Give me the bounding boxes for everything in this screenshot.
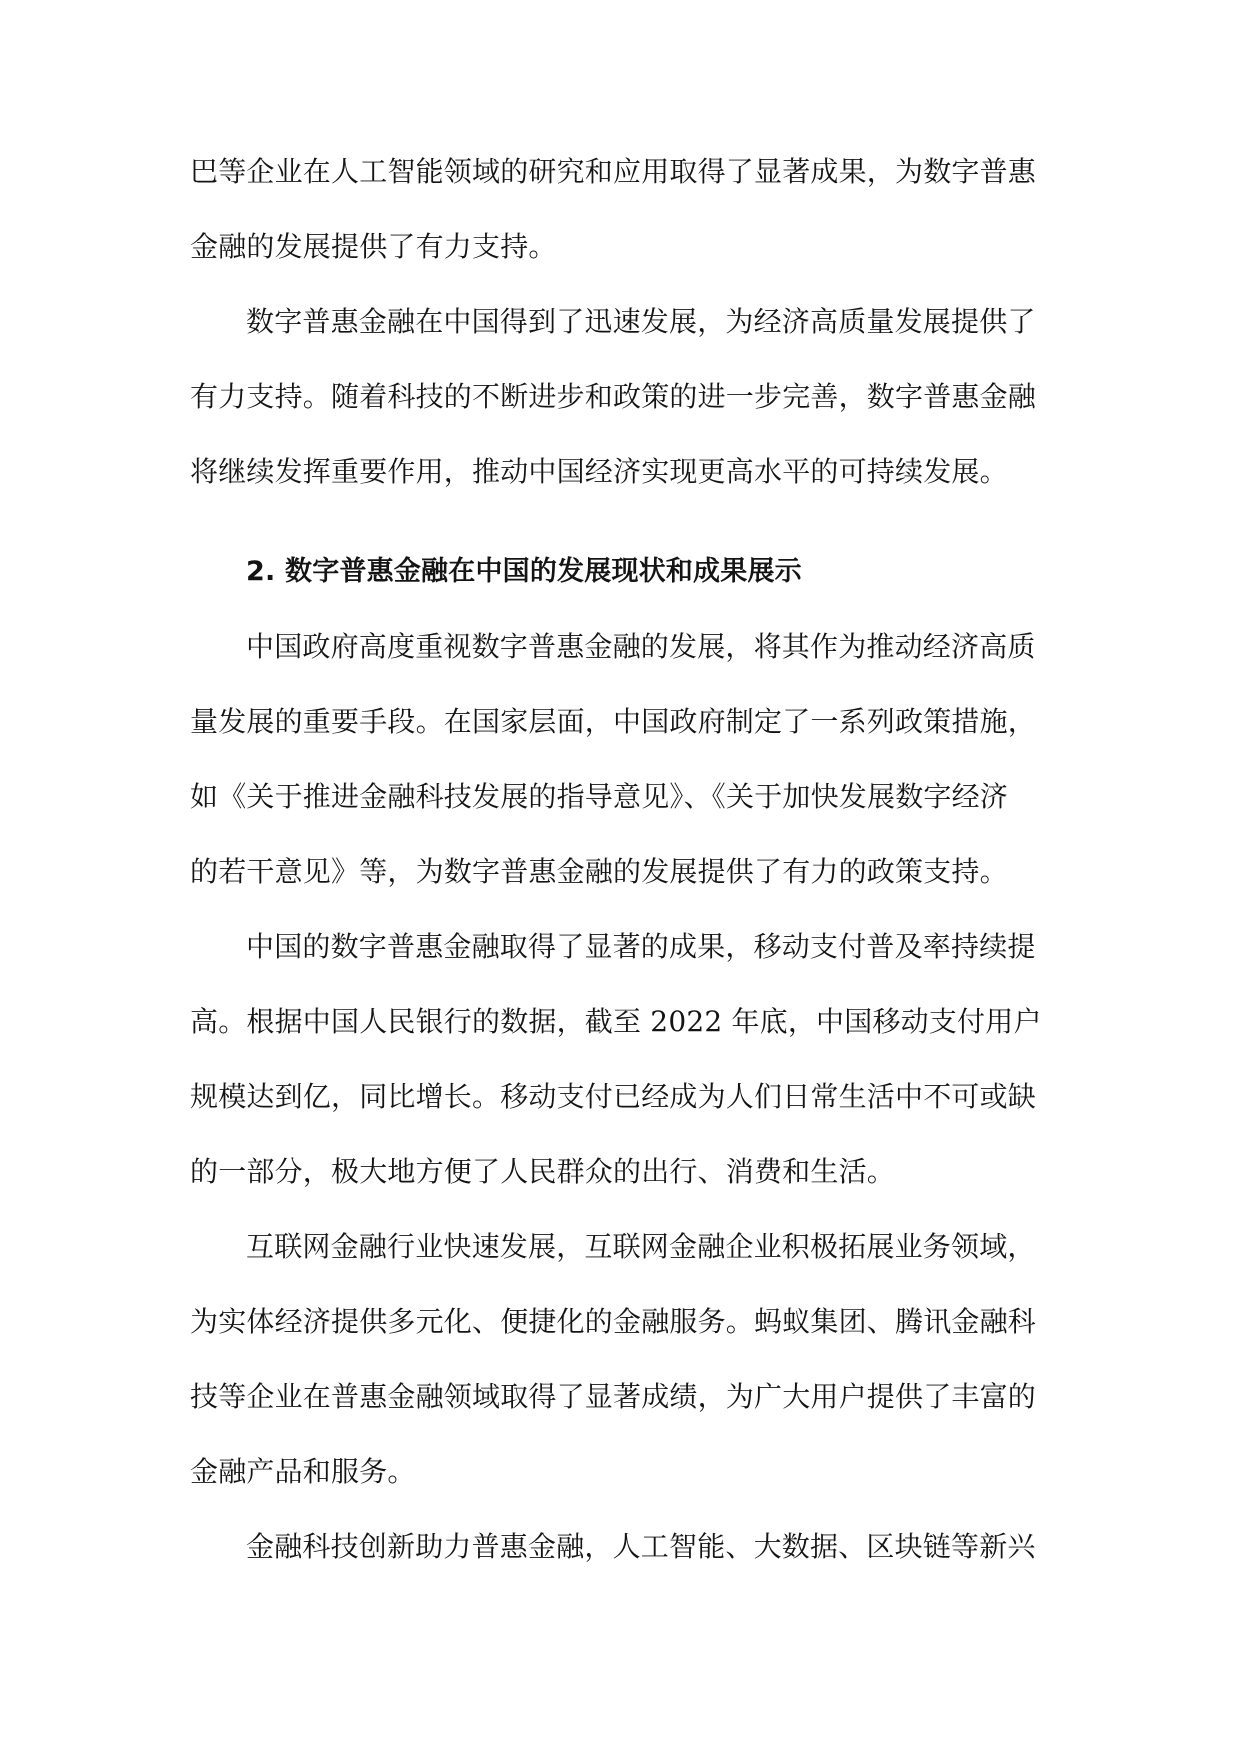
text-line: 金融产品和服务。 [190,1455,416,1488]
text-line: 量发展的重要手段。在国家层面，中国政府制定了一系列政策措施， [190,705,1037,738]
paragraph-continuation [190,142,1050,292]
text-line: 如《关于推进金融科技发展的指导意见》、《关于加快发展数字经济 [190,780,1009,813]
text-line: 金融的发展提供了有力支持。 [190,230,557,263]
text-line: 金融科技创新助力普惠金融，人工智能、大数据、区块链等新兴 [246,1530,1036,1563]
paragraph [190,1217,1050,1517]
paragraph [190,1517,1050,1592]
text-line: 高。根据中国人民银行的数据，截至 2022 年底，中国移动支付用户 [190,1005,1042,1038]
text-line: 巴等企业在人工智能领域的研究和应用取得了显著成果，为数字普惠 [190,155,1037,188]
document-body [190,142,1050,1592]
text-line: 的一部分，极大地方便了人民群众的出行、消费和生活。 [190,1155,896,1188]
text-line: 为实体经济提供多元化、便捷化的金融服务。蚂蚁集团、腾讯金融科 [190,1305,1037,1338]
text-line: 中国的数字普惠金融取得了显著的成果，移动支付普及率持续提 [246,930,1036,963]
text-line: 技等企业在普惠金融领域取得了显著成绩，为广大用户提供了丰富的 [190,1380,1037,1413]
text-line: 将继续发挥重要作用，推动中国经济实现更高水平的可持续发展。 [190,455,1008,488]
paragraph [190,617,1050,917]
section-heading: 2. 数字普惠金融在中国的发展现状和成果展示 [246,556,802,587]
text-line: 中国政府高度重视数字普惠金融的发展，将其作为推动经济高质 [246,630,1036,663]
paragraph [190,917,1050,1217]
text-line: 数字普惠金融在中国得到了迅速发展，为经济高质量发展提供了 [246,305,1036,338]
text-line: 的若干意见》等，为数字普惠金融的发展提供了有力的政策支持。 [190,855,1008,888]
paragraph [190,292,1050,517]
text-line: 互联网金融行业快速发展，互联网金融企业积极拓展业务领域， [246,1230,1036,1263]
text-line: 有力支持。随着科技的不断进步和政策的进一步完善，数字普惠金融 [190,380,1037,413]
text-line: 规模达到亿，同比增长。移动支付已经成为人们日常生活中不可或缺 [190,1080,1037,1113]
